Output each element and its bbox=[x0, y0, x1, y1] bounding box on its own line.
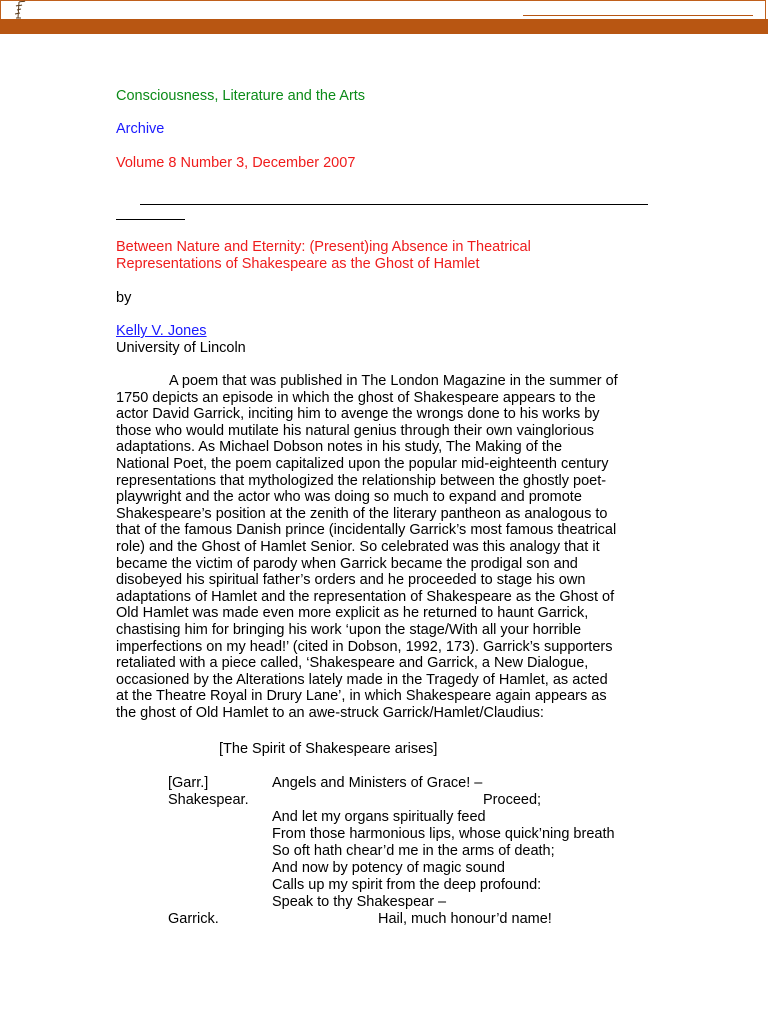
verse-line: Speak to thy Shakespear – bbox=[272, 894, 447, 910]
verse-line: Angels and Ministers of Grace! – bbox=[272, 775, 483, 791]
separator-line bbox=[140, 204, 648, 205]
paragraph-line: adaptations. As Michael Dobson notes in his study, The Making of the bbox=[116, 439, 563, 456]
paragraph-line: that of the famous Danish prince (incidentally Garrick’s most famous theatrical bbox=[116, 522, 617, 539]
paragraph-line: those who would mutilate his natural genius through their own vainglorious bbox=[116, 422, 594, 439]
paragraph-line: A poem that was published in The London Magazine in the summer of bbox=[169, 373, 618, 389]
paragraph-line: representations that mythologized the relationship between the ghostly poet- bbox=[116, 472, 607, 489]
speaker-garrick: Garrick. bbox=[168, 911, 219, 927]
author-link[interactable]: Kelly V. Jones bbox=[116, 323, 207, 339]
paragraph-line: playwright and the actor who was doing so much to expand and promote bbox=[116, 489, 582, 506]
paragraph-line: National Poet, the poem capitalized upon the popular mid-eighteenth century bbox=[116, 455, 609, 472]
verse-line: From those harmonious lips, whose quick’ning breath bbox=[272, 826, 615, 842]
paragraph-line: the ghost of Old Hamlet to an awe-struck Garrick/Hamlet/Claudius: bbox=[116, 704, 544, 721]
body-paragraph bbox=[116, 373, 656, 721]
speaker-shakespear: Shakespear. bbox=[168, 792, 249, 808]
paragraph-line: imperfections on my head!’ (cited in Dobson, 1992, 173). Garrick’s supporters bbox=[116, 638, 613, 655]
header-rule bbox=[523, 15, 753, 16]
byline: by bbox=[116, 290, 132, 306]
paragraph-line: chastising him for bringing his work ‘upon the stage/With all your horrible bbox=[116, 621, 582, 638]
paragraph-line: actor David Garrick, inciting him to avenge the wrongs done to his works by bbox=[116, 406, 600, 423]
paragraph-line: became the victim of parody when Garrick became the prodigal son and bbox=[116, 555, 578, 572]
verse-line: Hail, much honour’d name! bbox=[378, 911, 552, 927]
paragraph-line: at the Theatre Royal in Drury Lane’, in which Shakespeare again appears as bbox=[116, 688, 607, 705]
separator-line-tail bbox=[116, 219, 185, 220]
archive-link[interactable]: Archive bbox=[116, 121, 165, 137]
verse-line: So oft hath chear’d me in the arms of death; bbox=[272, 843, 555, 859]
paragraph-line: Old Hamlet was made even more explicit as he returned to haunt Garrick, bbox=[116, 605, 589, 622]
author-affiliation: University of Lincoln bbox=[116, 340, 246, 356]
issue-info: Volume 8 Number 3, December 2007 bbox=[116, 155, 356, 171]
paragraph-line: occasioned by the Alterations lately made in the Tragedy of Hamlet, as acted bbox=[116, 671, 608, 688]
header-bar bbox=[0, 19, 768, 34]
article-title-line-1: Between Nature and Eternity: (Present)ing Absence in Theatrical bbox=[116, 239, 531, 255]
verse-line: And let my organs spiritually feed bbox=[272, 809, 486, 825]
journal-title: Consciousness, Literature and the Arts bbox=[116, 88, 366, 104]
verse-line: And now by potency of magic sound bbox=[272, 860, 505, 876]
stage-direction: [The Spirit of Shakespeare arises] bbox=[219, 741, 438, 757]
paragraph-line: disobeyed his spiritual father’s orders and he proceeded to stage his own bbox=[116, 572, 586, 589]
paragraph-line: role) and the Ghost of Hamlet Senior. So celebrated was this analogy that it bbox=[116, 538, 600, 555]
paragraph-line: retaliated with a piece called, ‘Shakespeare and Garrick, a New Dialogue, bbox=[116, 655, 589, 672]
paragraph-line: adaptations of Hamlet and the representation of Shakespeare as the Ghost of bbox=[116, 588, 615, 605]
paragraph-line: 1750 depicts an episode in which the ghost of Shakespeare appears to the bbox=[116, 389, 596, 406]
verse-line: Proceed; bbox=[483, 792, 542, 808]
verse-line: Calls up my spirit from the deep profound: bbox=[272, 877, 542, 893]
speaker-garr: [Garr.] bbox=[168, 775, 209, 791]
paragraph-line: Shakespeare’s position at the zenith of the literary pantheon as analogous to bbox=[116, 505, 608, 522]
shakespeare-quill-icon bbox=[10, 0, 28, 20]
article-title-line-2: Representations of Shakespeare as the Ghost of Hamlet bbox=[116, 256, 480, 272]
